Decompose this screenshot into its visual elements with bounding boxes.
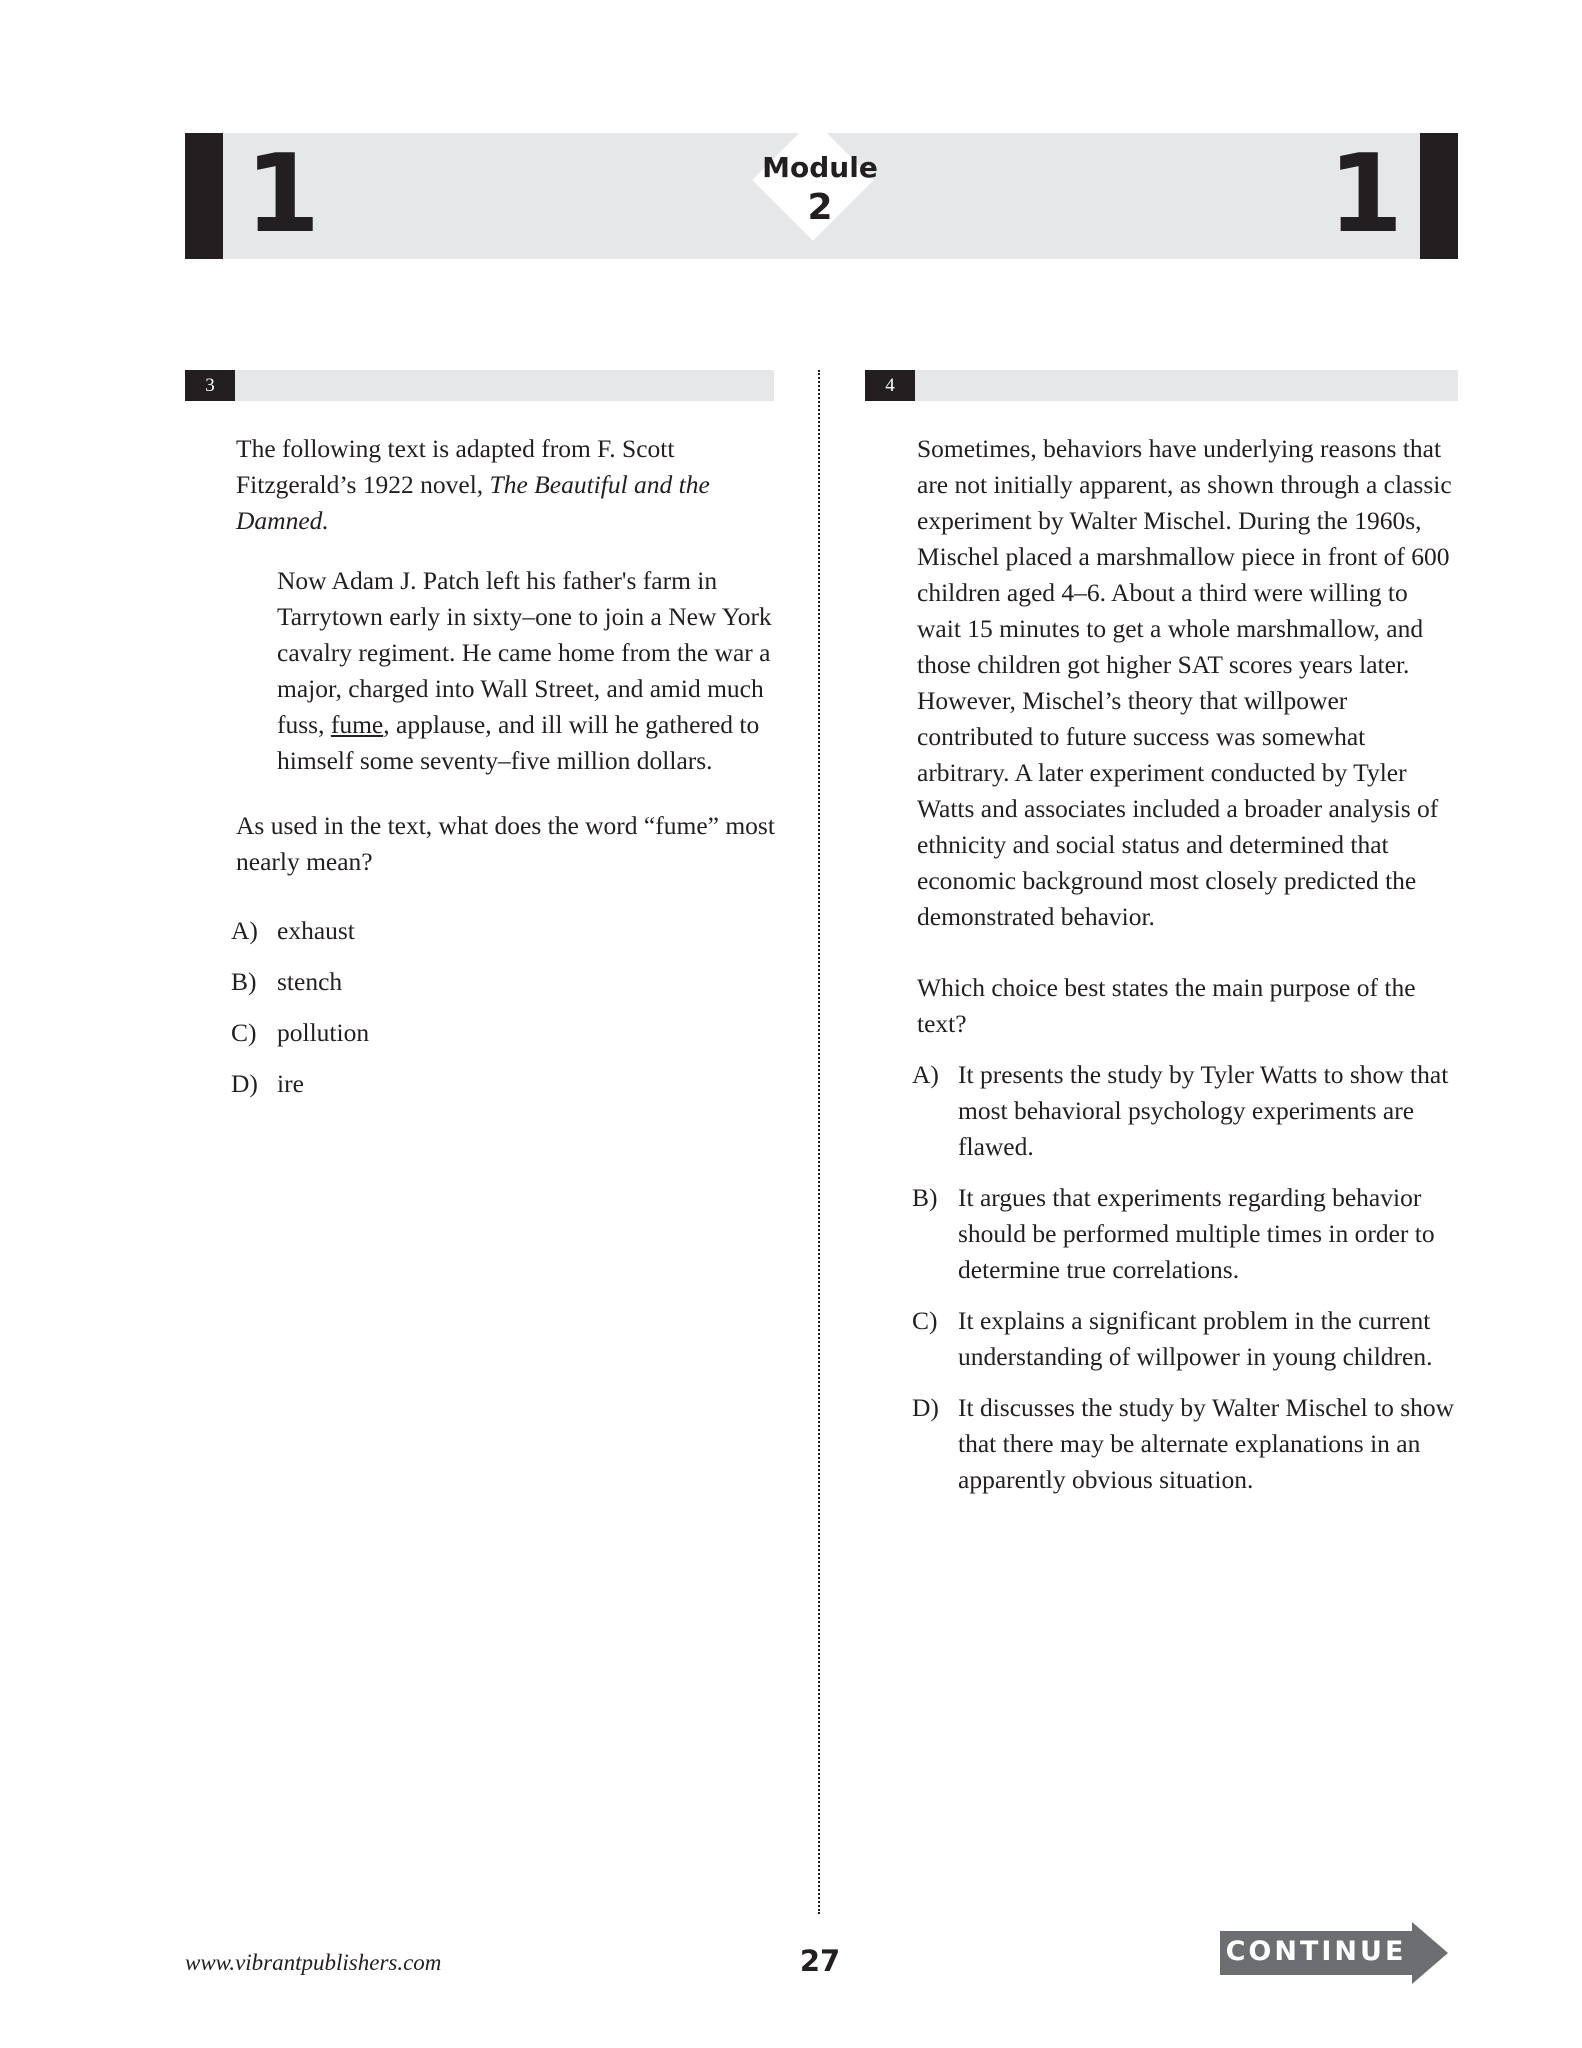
question-3 bbox=[231, 431, 796, 1117]
choice-text: It discusses the study by Walter Mischel to show that there may be alternate explanations in an apparently obvious situation. bbox=[958, 1393, 1455, 1494]
module-number: 2 bbox=[807, 187, 833, 228]
choice-text: pollution bbox=[277, 1018, 370, 1047]
choice-letter: A) bbox=[912, 1060, 939, 1089]
passage-text-before: Now Adam J. Patch left his father's farm in Tarrytown early in sixty–one to join a New York cavalry regiment. He came home from the war a major, charged into Wall Street, and amid much fuss, bbox=[277, 566, 772, 739]
choice-text: It explains a significant problem in the current understanding of willpower in young children. bbox=[958, 1306, 1433, 1371]
question-3-bar bbox=[185, 370, 774, 401]
header-bar-left bbox=[185, 133, 223, 259]
question-3-number: 3 bbox=[185, 370, 235, 401]
answer-choice-a[interactable] bbox=[231, 913, 796, 949]
underlined-word: fume bbox=[330, 710, 384, 739]
question-3-prompt: As used in the text, what does the word “fume” most nearly mean? bbox=[236, 811, 775, 876]
answer-choice-d[interactable] bbox=[912, 1390, 1457, 1498]
choice-text: ire bbox=[277, 1069, 304, 1098]
section-number-left: 1 bbox=[245, 132, 321, 257]
page-number: 27 bbox=[799, 1944, 841, 1978]
choice-letter: C) bbox=[912, 1306, 938, 1335]
section-number-right: 1 bbox=[1328, 132, 1404, 257]
question-4-passage: Sometimes, behaviors have underlying reasons that are not initially apparent, as shown through a classic experiment by Walter Mischel. During the 1960s, Mischel placed a marshmallow piece in front of 600 children aged 4–6. About a third were willing to wait 15 minutes to get a whole marshmallow, and those children got higher SAT scores years later. However, Mischel’s theory that willpower contributed to future success was somewhat arbitrary. A later experiment conducted by Tyler Watts and associates included a broader analysis of ethnicity and social status and determined that economic background most closely predicted the demonstrated behavior. bbox=[917, 434, 1452, 931]
question-4 bbox=[912, 431, 1457, 1513]
answer-choice-c[interactable] bbox=[231, 1015, 796, 1051]
answer-choice-b[interactable] bbox=[231, 964, 796, 1000]
header-bar-right bbox=[1420, 133, 1458, 259]
answer-choice-b[interactable] bbox=[912, 1180, 1457, 1288]
choice-text: It presents the study by Tyler Watts to show that most behavioral psychology experiments are flawed. bbox=[958, 1060, 1449, 1161]
choice-letter: D) bbox=[912, 1393, 939, 1422]
choice-letter: C) bbox=[231, 1018, 257, 1047]
question-4-prompt: Which choice best states the main purpose of the text? bbox=[917, 973, 1416, 1038]
question-4-choices bbox=[912, 1057, 1457, 1498]
passage-text-after: , applause, and ill will he gathered to himself some seventy–five million dollars. bbox=[277, 710, 760, 775]
choice-letter: A) bbox=[231, 916, 258, 945]
choice-text: exhaust bbox=[277, 916, 355, 945]
novel-title: The Beautiful and the Damned. bbox=[236, 470, 710, 535]
module-label: Module bbox=[762, 151, 878, 184]
answer-choice-a[interactable] bbox=[912, 1057, 1457, 1165]
question-3-choices bbox=[231, 913, 796, 1102]
choice-letter: B) bbox=[912, 1183, 938, 1212]
choice-text: stench bbox=[277, 967, 343, 996]
publisher-url: www.vibrantpublishers.com bbox=[185, 1950, 442, 1975]
choice-text: It argues that experiments regarding behavior should be performed multiple times in order to determine true correlations. bbox=[958, 1183, 1435, 1284]
intro-text: The following text is adapted from F. Scott Fitzgerald’s 1922 novel, bbox=[236, 434, 675, 499]
answer-choice-c[interactable] bbox=[912, 1303, 1457, 1375]
question-3-passage bbox=[277, 563, 796, 779]
answer-choice-d[interactable] bbox=[231, 1066, 796, 1102]
question-4-number: 4 bbox=[865, 370, 915, 401]
question-4-bar bbox=[865, 370, 1458, 401]
column-divider bbox=[818, 370, 820, 1914]
choice-letter: D) bbox=[231, 1069, 258, 1098]
choice-letter: B) bbox=[231, 967, 257, 996]
question-3-intro bbox=[236, 431, 796, 539]
continue-button[interactable]: CONTINUE bbox=[1225, 1936, 1407, 1967]
